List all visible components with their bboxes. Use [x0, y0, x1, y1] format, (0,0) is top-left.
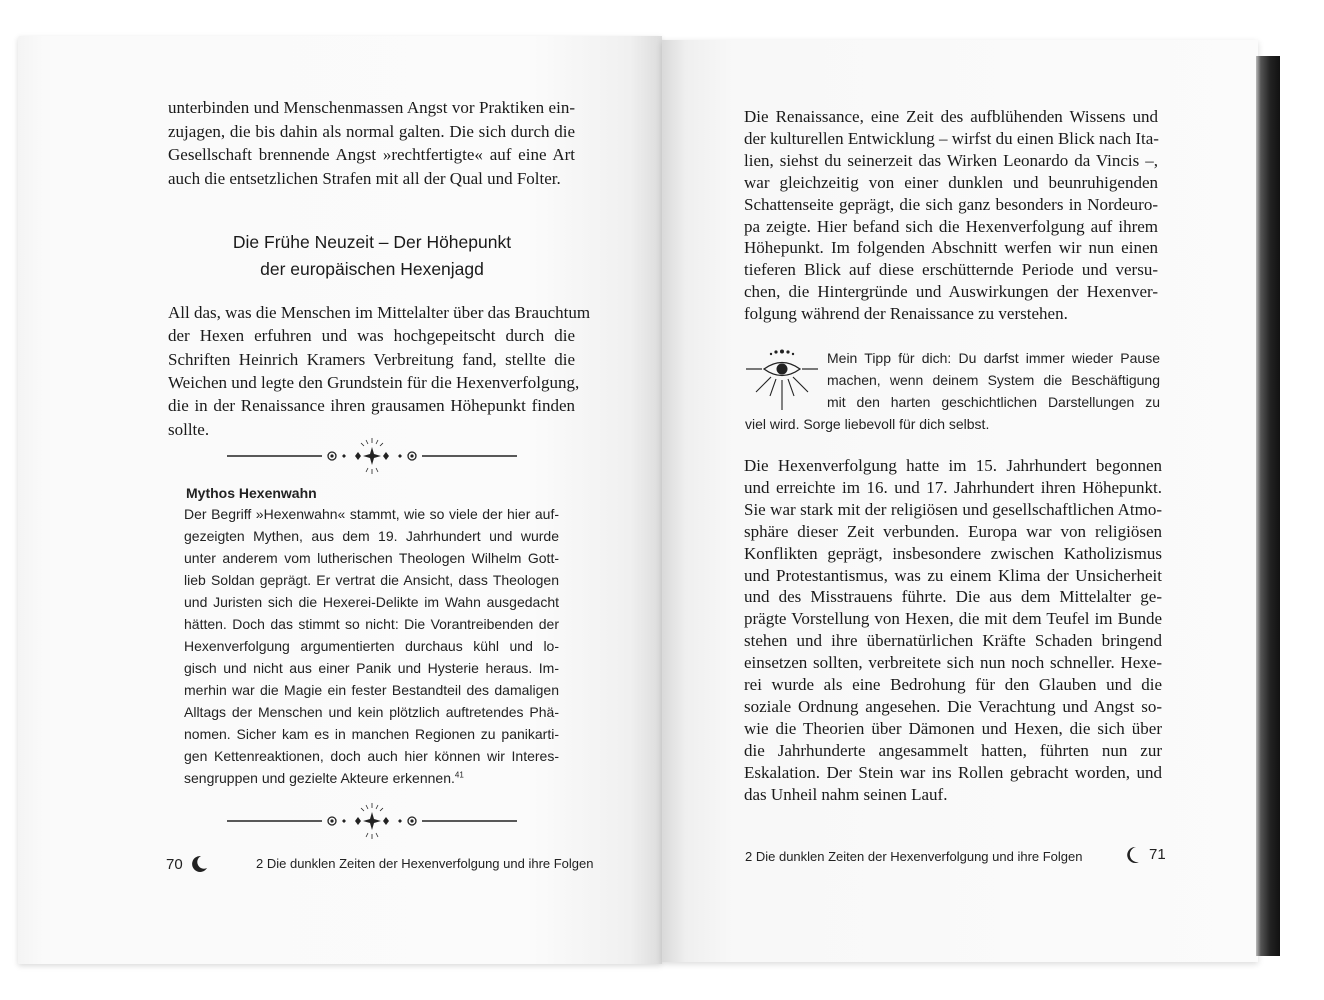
right-paragraph-2-line: das Unheil nahm seinen Lauf.	[744, 784, 948, 804]
page-number-left: 70	[166, 856, 183, 873]
left-paragraph-2-line: sollte.	[168, 419, 210, 439]
left-paragraph-2-line: die in der Renaissance ihren grausamen Höhepunkt finden	[168, 396, 575, 416]
page-number-right: 71	[1149, 846, 1166, 863]
right-paragraph-2-line: sphäre dieser Zeit verbunden. Europa war von religiösen	[744, 521, 1162, 541]
tip-line: machen, wenn deinem System die Beschäftigung	[827, 372, 1160, 388]
right-paragraph-2-line: und Protestantismus, was zu einem Klima der Unsicherheit	[744, 565, 1162, 585]
myth-box-line: gezeigten Mythen, aus dem 19. Jahrhundert und wurde	[184, 528, 559, 544]
right-paragraph-2-line: einsetzen sollten, verbreitete sich nun noch schneller. Hexe-	[744, 653, 1162, 673]
myth-box-line: Hexenverfolgung argumentierten durchaus kühl und lo-	[184, 638, 559, 654]
page-block-edge	[1256, 56, 1280, 956]
right-paragraph-1-line: Höhepunkt. Im folgenden Abschnitt werfen wir nun einen	[744, 238, 1158, 258]
left-paragraph-1-line: unterbinden und Menschenmassen Angst vor Praktiken ein-	[168, 98, 575, 117]
running-footer-left: 2 Die dunklen Zeiten der Hexenverfolgung und ihre Folgen	[256, 856, 594, 871]
section-heading-line-1: Die Frühe Neuzeit – Der Höhepunkt	[232, 232, 512, 252]
myth-box-line: lieb Soldan geprägt. Er vertrat die Ansicht, dass Theologen	[184, 572, 559, 588]
myth-box-line: gen Kettenreaktionen, doch auch hier können wir Interes-	[184, 748, 559, 764]
myth-box-line: merhin war die Magie ein fester Bestandteil des damaligen	[184, 682, 559, 698]
right-paragraph-1-line: folgung während der Renaissance zu verstehen.	[744, 304, 1068, 324]
footnote-marker: 41	[454, 770, 464, 780]
moon-icon	[1124, 846, 1140, 864]
right-paragraph-2-line: und des Misstrauens führte. Die aus dem Mittelalter ge-	[744, 587, 1162, 607]
myth-box-line: unter anderem vom lutherischen Theologen Wilhelm Gott-	[184, 550, 559, 566]
right-paragraph-2-line: Konflikten geprägt, insbesondere zwischen Katholizismus	[744, 543, 1162, 563]
right-paragraph-2-line: soziale Ordnung angesehen. Die Verachtung und Angst so-	[744, 696, 1162, 716]
right-paragraph-2-line: stehen und ihre übernatürlichen Kräfte Schaden bringend	[744, 631, 1162, 651]
tip-line: Mein Tipp für dich: Du darfst immer wieder Pause	[827, 350, 1160, 366]
tip-line: viel wird. Sorge liebevoll für dich selbst.	[745, 416, 990, 432]
right-paragraph-2-line: Sie war stark mit der religiösen und gesellschaftlichen Atmo-	[744, 499, 1162, 519]
myth-box-line: und Juristen sich die Hexerei-Delikte im Wahn ausgedacht	[184, 594, 559, 610]
right-paragraph-1-line: tieferen Blick auf diese erschütternde Periode und versu-	[744, 260, 1158, 280]
right-paragraph-2-line: die Jahrhunderte angesammelt hatten, führten nun zur	[744, 740, 1162, 760]
right-paragraph-2-line: prägte Vorstellung von Hexen, die mit dem Teufel im Bunde	[744, 609, 1162, 629]
myth-box-line: gisch und nicht aus einer Panik und Hysterie heraus. Im-	[184, 660, 559, 676]
right-paragraph-2-line: und erreichte im 16. und 17. Jahrhundert ihren Höhepunkt.	[744, 477, 1162, 497]
section-heading-line-2: der europäischen Hexenjagd	[260, 259, 484, 279]
right-paragraph-1-line: war gleichzeitig von einer dunklen und beunruhigenden	[744, 172, 1158, 192]
left-paragraph-2-line: der Hexen erfuhren und was hochgepeitscht durch die	[168, 326, 575, 346]
left-paragraph-2-line: All das, was die Menschen im Mittelalter über das Brauchtum	[168, 303, 591, 322]
right-paragraph-1-line: Schattenseite geprägt, die sich ganz besonders in Nordeuro-	[744, 194, 1158, 214]
myth-box-line: sengruppen und gezielte Akteure erkennen.$^{41}$	[184, 770, 464, 786]
myth-box-line: Alltags der Menschen und kein plötzlich auftretendes Phä-	[184, 704, 559, 720]
right-paragraph-2-line: wie die Theorien über Dämonen und Hexen, die sich über	[744, 718, 1162, 738]
left-paragraph-2-line: Schriften Heinrich Kramers Verbreitung fand, stellte die	[168, 349, 575, 369]
left-paragraph-1-line: auch die entsetzlichen Strafen mit all der Qual und Folter.	[168, 168, 561, 188]
right-paragraph-1-line: chen, die Hintergründe und Auswirkungen der Hexenver-	[744, 282, 1158, 302]
left-paragraph-1-line: Gesellschaft brennende Angst »rechtfertigte« auf eine Art	[168, 145, 575, 164]
moon-icon	[192, 855, 208, 873]
myth-box-line: hätten. Doch das stimmt so nicht: Die Vorantreibenden der	[184, 616, 559, 632]
ornament-divider-icon	[222, 436, 522, 476]
box-title: Mythos Hexenwahn	[186, 485, 317, 501]
left-paragraph-1-line: zujagen, die bis dahin als normal galten. Die sich durch die	[168, 121, 575, 141]
right-paragraph-2-line: Die Hexenverfolgung hatte im 15. Jahrhundert begonnen	[744, 456, 1162, 475]
ornament-divider-icon	[222, 801, 522, 841]
eye-icon	[744, 348, 822, 412]
left-paragraph-2-line: Weichen und legte den Grundstein für die Hexenverfolgung,	[168, 372, 580, 392]
myth-box-line: Der Begriff »Hexenwahn« stammt, wie so viele der hier auf-	[184, 506, 559, 522]
right-paragraph-1-line: Die Renaissance, eine Zeit des aufblühenden Wissens und	[744, 107, 1158, 126]
right-paragraph-2-line: Eskalation. Der Stein war ins Rollen gebracht worden, und	[744, 762, 1162, 782]
right-paragraph-1-line: pa zeigte. Hier befand sich die Hexenverfolgung auf ihrem	[744, 216, 1158, 236]
right-paragraph-1-line: der kulturellen Entwicklung – wirfst du einen Blick nach Ita-	[744, 128, 1159, 148]
right-paragraph-2-line: rei wurde als eine Bedrohung für den Glauben und die	[744, 675, 1162, 694]
myth-box-line: nomen. Sicher kam es in manchen Regionen zu panikarti-	[184, 726, 559, 742]
running-footer-right: 2 Die dunklen Zeiten der Hexenverfolgung und ihre Folgen	[745, 849, 1083, 864]
right-paragraph-1-line: lien, siehst du seinerzeit das Wirken Leonardo da Vincis –,	[744, 150, 1158, 170]
tip-line: mit den harten geschichtlichen Darstellungen zu	[827, 394, 1160, 410]
